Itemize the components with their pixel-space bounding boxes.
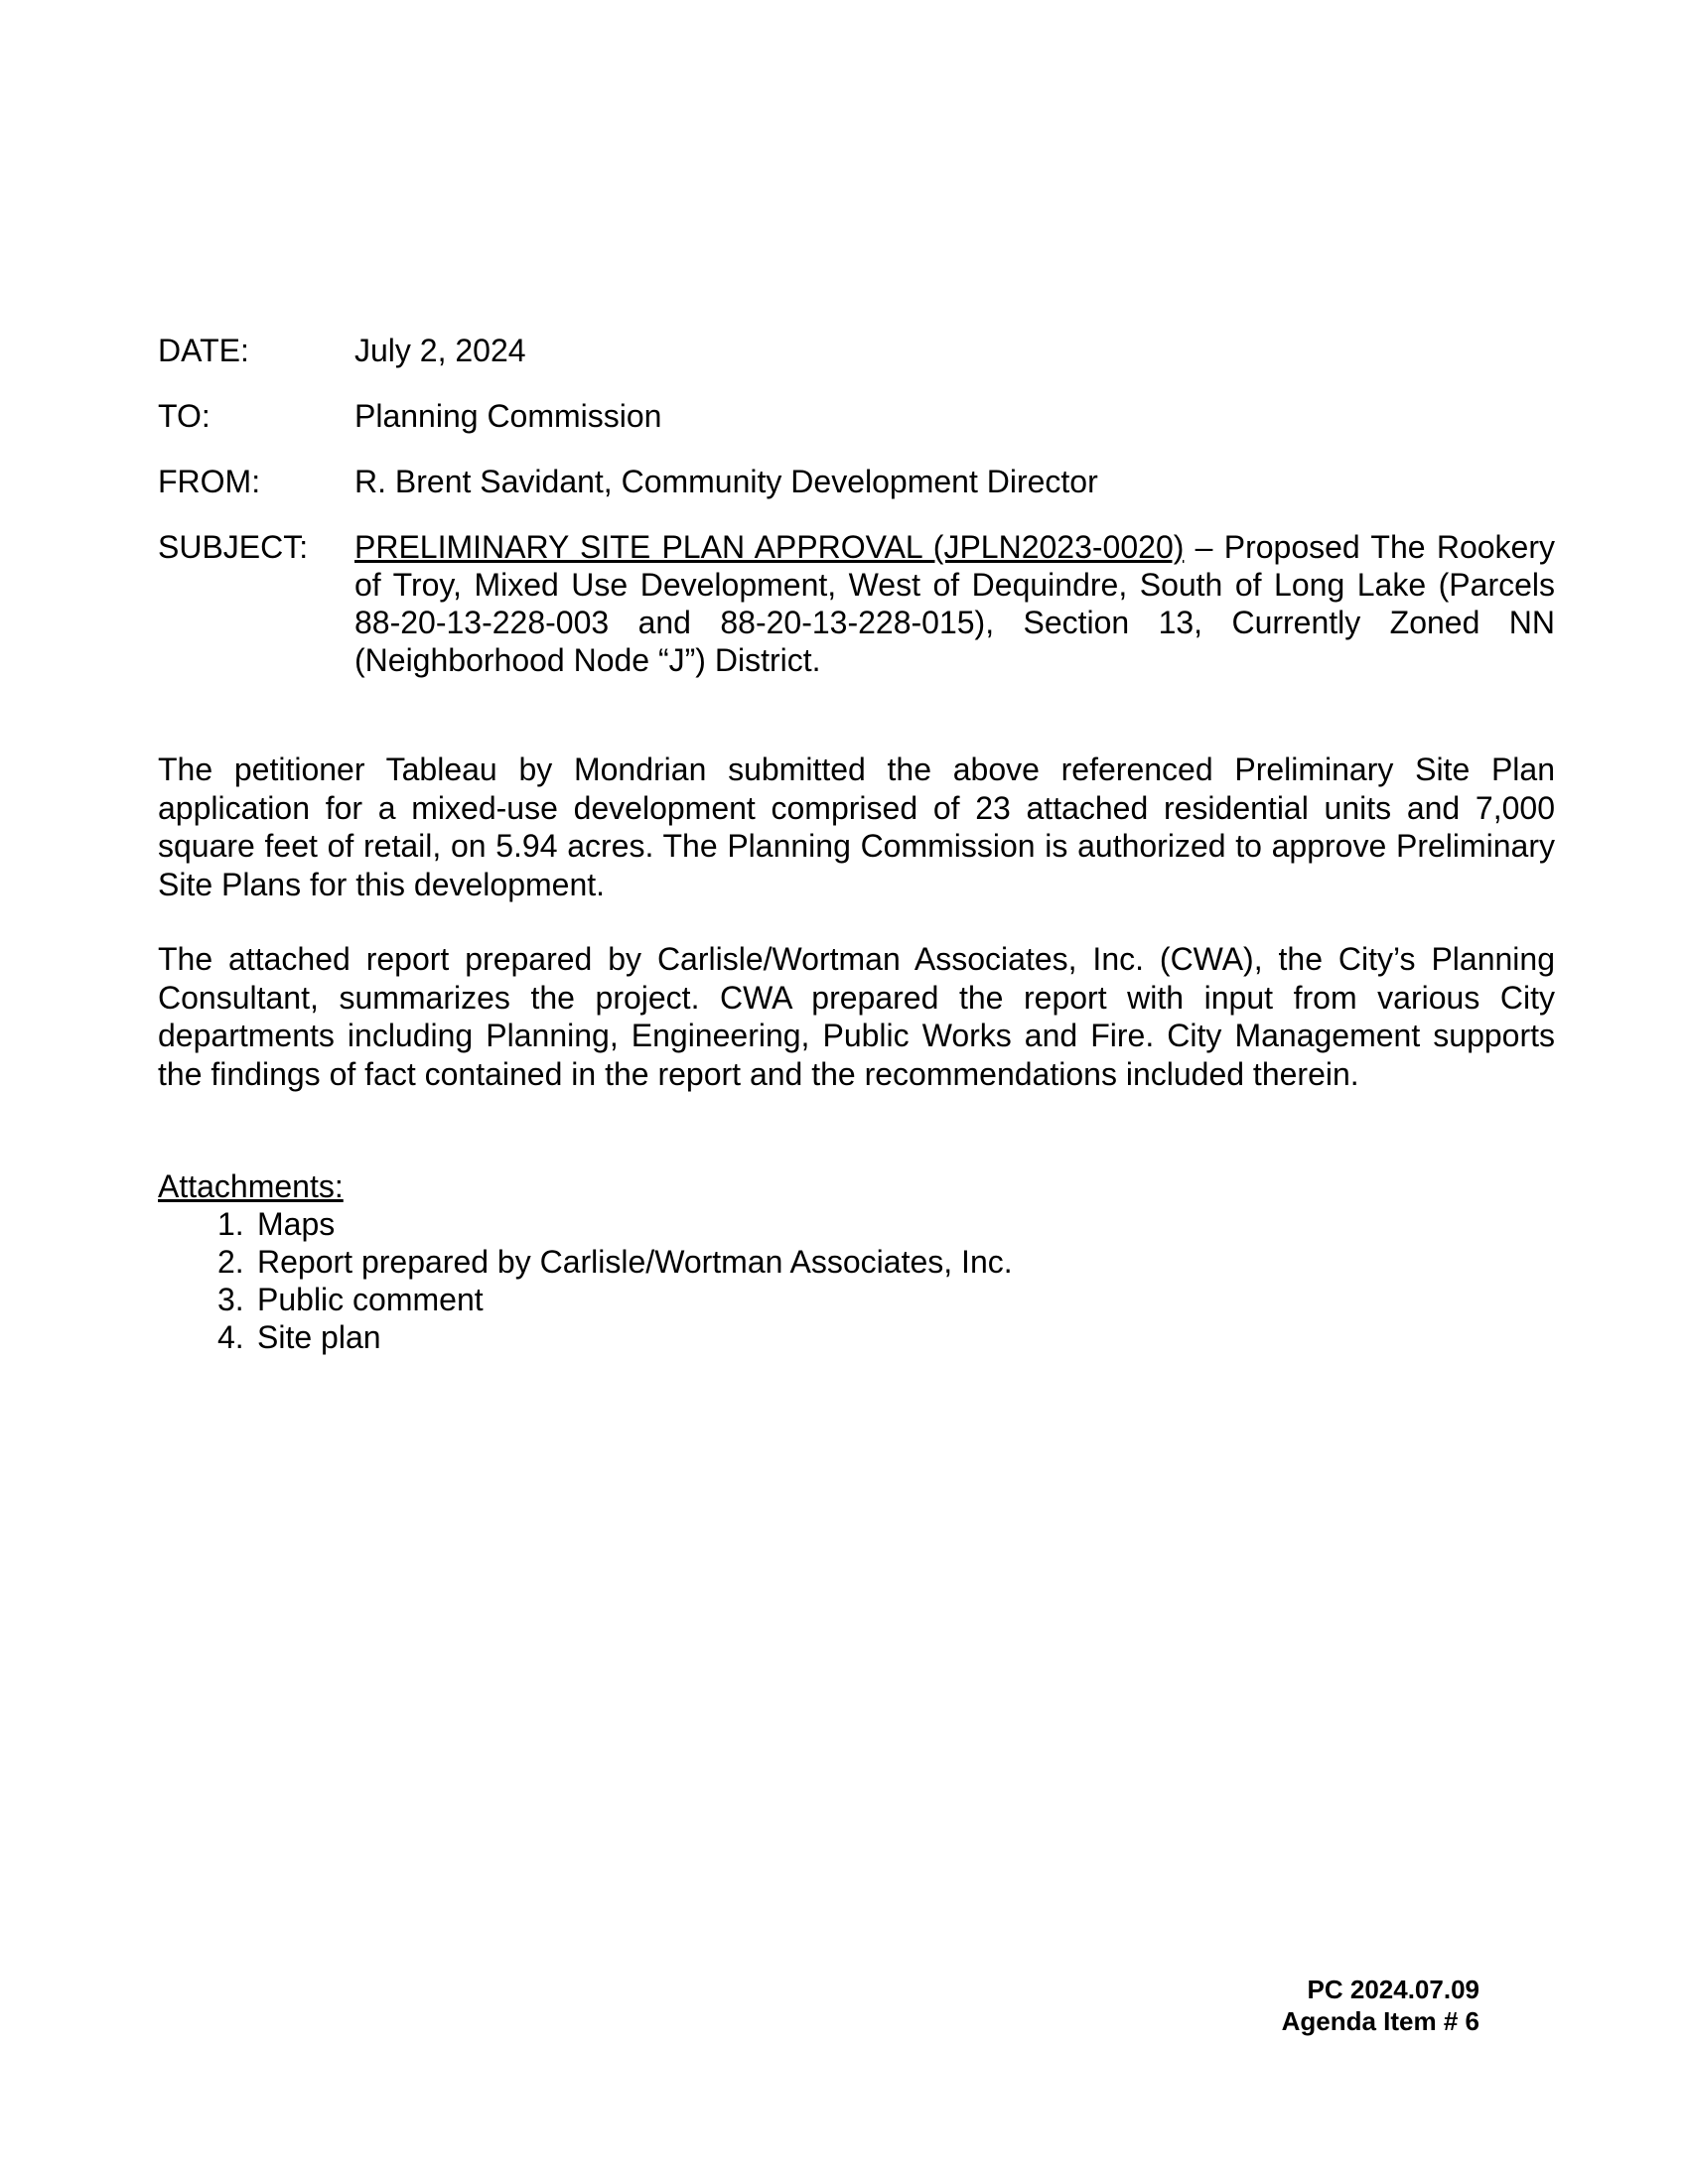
date-label: DATE:: [158, 333, 249, 368]
to-label: TO:: [158, 398, 211, 434]
attachments-title: Attachments:: [158, 1168, 344, 1204]
subject-title: PRELIMINARY SITE PLAN APPROVAL (JPLN2023-0020): [354, 529, 1185, 565]
date-row: [158, 332, 1555, 369]
attachments-section: [158, 1167, 1151, 1356]
date-value: July 2, 2024: [354, 333, 526, 368]
attachment-text: Site plan: [257, 1319, 381, 1355]
to-value: Planning Commission: [354, 398, 662, 434]
agenda-footer: [1282, 1974, 1479, 2037]
memo-header: [158, 332, 1555, 707]
attachments-list: [158, 1205, 1151, 1356]
attachment-text: Report prepared by Carlisle/Wortman Associates, Inc.: [257, 1244, 1013, 1280]
attachment-text: Public comment: [257, 1282, 484, 1317]
attachment-item: [158, 1243, 1151, 1281]
attachment-number: 2.: [217, 1244, 244, 1280]
to-row: [158, 397, 1555, 435]
from-row: [158, 463, 1555, 500]
footer-agenda-item: Agenda Item # 6: [1281, 2006, 1479, 2036]
attachment-number: 1.: [217, 1206, 244, 1242]
attachment-item: [158, 1205, 1151, 1243]
from-label: FROM:: [158, 464, 261, 499]
from-value: R. Brent Savidant, Community Development Director: [354, 464, 1098, 499]
subject-value: [354, 528, 1555, 679]
attachment-number: 4.: [217, 1319, 244, 1355]
body-paragraph-1: The petitioner Tableau by Mondrian submitted the above referenced Preliminary Site Plan application for a mixed-use development comprised of 23 attached residential units and 7,000 square feet of retail, on 5.94 acres. The Planning Commission is authorized to approve Preliminary Site Plans for this development.: [158, 751, 1555, 902]
footer-meeting-code: PC 2024.07.09: [1307, 1975, 1479, 2004]
attachment-item: [158, 1318, 1151, 1356]
attachment-item: [158, 1281, 1151, 1318]
subject-description: – Proposed The Rookery of Troy, Mixed Use Development, West of Dequindre, South of Long Lake (Parcels 88-20-13-228-003 and 88-20-13-228-015), Section 13, Currently Zoned NN (Neighborhood Node “J”) District.: [354, 529, 1555, 678]
body-paragraph-2: The attached report prepared by Carlisle/Wortman Associates, Inc. (CWA), the City’s Planning Consultant, summarizes the project. CWA prepared the report with input from various City departments including Planning, Engineering, Public Works and Fire. City Management supports the findings of fact contained in the report and the recommendations included therein.: [158, 941, 1555, 1092]
subject-row: [158, 528, 1555, 679]
attachment-text: Maps: [257, 1206, 336, 1242]
subject-label: SUBJECT:: [158, 529, 309, 565]
attachment-number: 3.: [217, 1282, 244, 1317]
